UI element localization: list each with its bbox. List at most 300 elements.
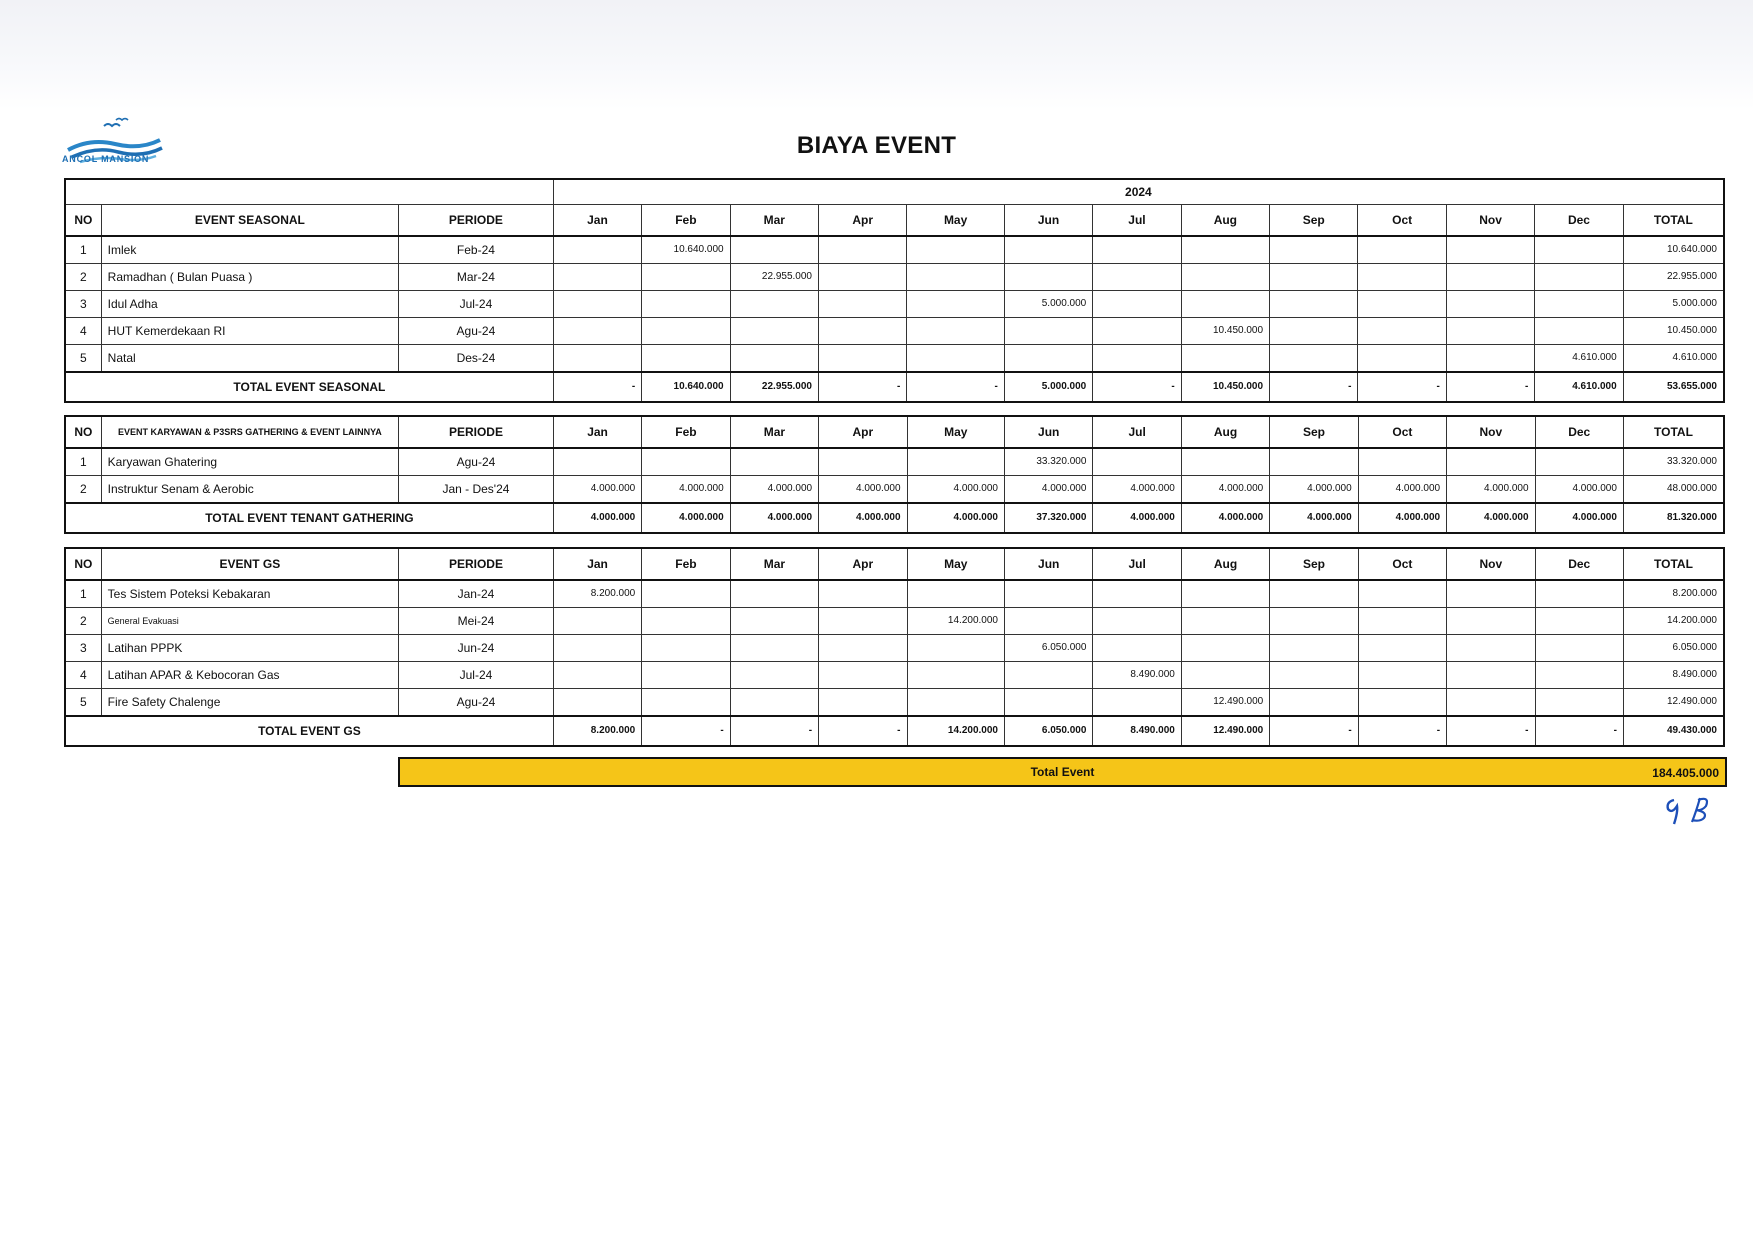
row-periode: Agu-24: [399, 689, 554, 717]
row-event-name: General Evakuasi: [101, 608, 398, 635]
header-month-jul: Jul: [1093, 205, 1181, 237]
section-total-dec: 4.610.000: [1535, 372, 1623, 402]
header-event: EVENT GS: [101, 548, 398, 580]
row-value-jun: 33.320.000: [1004, 448, 1092, 476]
row-value-oct: 4.000.000: [1358, 476, 1446, 504]
row-value-nov: [1447, 635, 1535, 662]
row-value-jan: [553, 689, 641, 717]
row-value-oct: [1358, 662, 1446, 689]
row-value-sep: [1270, 689, 1358, 717]
section-total-nov: 4.000.000: [1447, 503, 1535, 533]
row-value-jul: [1093, 318, 1181, 345]
section-total-label: TOTAL EVENT GS: [65, 716, 553, 746]
row-value-mar: 4.000.000: [730, 476, 818, 504]
row-no: 4: [65, 662, 101, 689]
row-value-apr: [818, 264, 906, 291]
row-value-may: [907, 236, 1004, 264]
row-value-sep: [1270, 264, 1358, 291]
row-value-mar: [730, 580, 818, 608]
total-event-bar: [398, 757, 1727, 787]
row-value-jun: 6.050.000: [1004, 635, 1092, 662]
row-value-may: [907, 264, 1004, 291]
section-total-jun: 5.000.000: [1004, 372, 1092, 402]
header-month-jul: Jul: [1093, 548, 1181, 580]
row-no: 3: [65, 635, 101, 662]
row-value-oct: [1358, 345, 1446, 373]
year-blank-cell: [65, 179, 553, 205]
section-total-apr: -: [818, 372, 906, 402]
section-total-nov: -: [1446, 372, 1534, 402]
row-value-feb: 4.000.000: [642, 476, 730, 504]
row-value-mar: [730, 689, 818, 717]
row-no: 5: [65, 689, 101, 717]
row-value-apr: [819, 580, 907, 608]
row-no: 1: [65, 580, 101, 608]
row-value-nov: 4.000.000: [1447, 476, 1535, 504]
row-value-dec: [1535, 291, 1623, 318]
row-event-name: Natal: [101, 345, 398, 373]
header-month-mar: Mar: [730, 205, 818, 237]
section-total-jun: 6.050.000: [1004, 716, 1092, 746]
row-value-feb: [642, 345, 730, 373]
row-value-apr: [818, 236, 906, 264]
total-event-value: 184.405.000: [1652, 766, 1719, 780]
table-row: [65, 264, 1724, 291]
row-total: 8.490.000: [1623, 662, 1724, 689]
row-no: 5: [65, 345, 101, 373]
row-value-may: [907, 291, 1004, 318]
section-total-sep: -: [1270, 372, 1358, 402]
row-value-sep: [1270, 236, 1358, 264]
row-value-feb: [642, 318, 730, 345]
table-row: [65, 291, 1724, 318]
section-total-may: -: [907, 372, 1004, 402]
row-event-name: Karyawan Ghatering: [101, 448, 398, 476]
row-periode: Agu-24: [399, 318, 554, 345]
section-grand-total: 53.655.000: [1623, 372, 1724, 402]
row-event-name: Idul Adha: [101, 291, 398, 318]
row-event-name: Latihan PPPK: [101, 635, 398, 662]
row-value-mar: [730, 236, 818, 264]
section-total-apr: 4.000.000: [819, 503, 907, 533]
table-row: [65, 448, 1724, 476]
row-value-nov: [1447, 448, 1535, 476]
section-total-dec: 4.000.000: [1535, 503, 1623, 533]
row-value-aug: [1181, 608, 1269, 635]
row-value-jun: [1004, 608, 1092, 635]
section-total-feb: 10.640.000: [642, 372, 730, 402]
row-value-nov: [1446, 291, 1534, 318]
row-total: 8.200.000: [1623, 580, 1724, 608]
row-value-nov: [1447, 689, 1535, 717]
row-value-dec: [1535, 264, 1623, 291]
row-value-aug: 10.450.000: [1181, 318, 1269, 345]
row-periode: Des-24: [399, 345, 554, 373]
row-value-jun: [1004, 662, 1092, 689]
row-value-mar: [730, 345, 818, 373]
row-value-jul: 8.490.000: [1093, 662, 1181, 689]
header-month-nov: Nov: [1447, 416, 1535, 448]
row-value-aug: 4.000.000: [1181, 476, 1269, 504]
row-value-may: [907, 580, 1004, 608]
row-value-jul: [1093, 345, 1181, 373]
row-value-nov: [1446, 264, 1534, 291]
row-value-jun: [1004, 264, 1092, 291]
row-value-jun: 5.000.000: [1004, 291, 1092, 318]
row-periode: Feb-24: [399, 236, 554, 264]
row-total: 12.490.000: [1623, 689, 1724, 717]
row-value-jan: 4.000.000: [553, 476, 641, 504]
section-total-jul: -: [1093, 372, 1181, 402]
header-month-dec: Dec: [1535, 548, 1623, 580]
row-value-apr: 4.000.000: [819, 476, 907, 504]
row-total: 10.640.000: [1623, 236, 1724, 264]
row-total: 4.610.000: [1623, 345, 1724, 373]
row-periode: Mei-24: [399, 608, 554, 635]
row-value-may: [907, 662, 1004, 689]
row-value-nov: [1447, 580, 1535, 608]
row-value-sep: [1270, 291, 1358, 318]
row-value-oct: [1358, 635, 1446, 662]
row-value-dec: [1535, 318, 1623, 345]
row-value-feb: 10.640.000: [642, 236, 730, 264]
header-month-oct: Oct: [1358, 205, 1446, 237]
budget-table-3: [64, 547, 1725, 747]
row-value-mar: [730, 448, 818, 476]
row-periode: Mar-24: [399, 264, 554, 291]
section-total-sep: -: [1270, 716, 1358, 746]
row-event-name: Instruktur Senam & Aerobic: [101, 476, 398, 504]
row-periode: Jul-24: [399, 291, 554, 318]
table-row: [65, 635, 1724, 662]
header-month-jul: Jul: [1093, 416, 1181, 448]
header-month-sep: Sep: [1270, 416, 1358, 448]
row-value-jul: [1093, 580, 1181, 608]
row-value-dec: [1535, 662, 1623, 689]
section-total-row: [65, 716, 1724, 746]
header-no: NO: [65, 416, 101, 448]
header-month-oct: Oct: [1358, 416, 1446, 448]
header-month-feb: Feb: [642, 548, 730, 580]
header-month-may: May: [907, 548, 1004, 580]
row-value-may: [907, 448, 1004, 476]
row-value-aug: 12.490.000: [1181, 689, 1269, 717]
row-value-mar: [730, 291, 818, 318]
row-value-dec: [1535, 448, 1623, 476]
header-month-may: May: [907, 205, 1004, 237]
row-value-aug: [1181, 662, 1269, 689]
section-total-jan: 4.000.000: [553, 503, 641, 533]
row-total: 14.200.000: [1623, 608, 1724, 635]
section-total-aug: 4.000.000: [1181, 503, 1269, 533]
row-value-apr: [819, 662, 907, 689]
row-value-nov: [1446, 345, 1534, 373]
row-value-sep: [1270, 608, 1358, 635]
section-total-jan: 8.200.000: [553, 716, 641, 746]
row-value-dec: [1535, 236, 1623, 264]
row-value-jul: [1093, 236, 1181, 264]
row-value-jul: [1093, 264, 1181, 291]
row-value-jul: [1093, 291, 1181, 318]
row-value-sep: [1270, 318, 1358, 345]
row-value-may: [907, 345, 1004, 373]
row-value-apr: [818, 291, 906, 318]
row-value-apr: [819, 635, 907, 662]
header-no: NO: [65, 205, 101, 237]
row-value-feb: [642, 291, 730, 318]
header-month-aug: Aug: [1181, 205, 1269, 237]
row-value-may: 4.000.000: [907, 476, 1004, 504]
row-value-jun: [1004, 318, 1092, 345]
row-value-apr: [818, 318, 906, 345]
row-total: 48.000.000: [1623, 476, 1724, 504]
header-month-nov: Nov: [1447, 548, 1535, 580]
row-value-nov: [1447, 662, 1535, 689]
row-value-feb: [642, 580, 730, 608]
header-month-jan: Jan: [553, 548, 641, 580]
row-value-jan: [553, 318, 641, 345]
row-total: 33.320.000: [1623, 448, 1724, 476]
row-value-oct: [1358, 689, 1446, 717]
row-value-sep: [1270, 580, 1358, 608]
row-value-may: [907, 689, 1004, 717]
section-total-apr: -: [819, 716, 907, 746]
row-value-feb: [642, 662, 730, 689]
row-periode: Jan - Des'24: [399, 476, 554, 504]
header-month-mar: Mar: [730, 416, 818, 448]
row-value-apr: [818, 345, 906, 373]
section-total-mar: -: [730, 716, 818, 746]
row-total: 5.000.000: [1623, 291, 1724, 318]
section-total-label: TOTAL EVENT SEASONAL: [65, 372, 553, 402]
row-value-jul: [1093, 635, 1181, 662]
header-month-dec: Dec: [1535, 205, 1623, 237]
row-value-oct: [1358, 448, 1446, 476]
row-value-jan: [553, 662, 641, 689]
header-month-sep: Sep: [1270, 548, 1358, 580]
header-periode: PERIODE: [399, 416, 554, 448]
row-no: 4: [65, 318, 101, 345]
row-value-jan: [553, 635, 641, 662]
row-value-nov: [1446, 236, 1534, 264]
table-row: [65, 662, 1724, 689]
section-total-feb: -: [642, 716, 730, 746]
table-row: [65, 608, 1724, 635]
table-row: [65, 345, 1724, 373]
row-value-jun: [1004, 236, 1092, 264]
header-month-apr: Apr: [818, 205, 906, 237]
row-value-jan: [553, 264, 641, 291]
table-row: [65, 318, 1724, 345]
section-total-may: 4.000.000: [907, 503, 1004, 533]
section-total-aug: 12.490.000: [1181, 716, 1269, 746]
row-value-mar: [730, 635, 818, 662]
row-value-oct: [1358, 608, 1446, 635]
header-month-dec: Dec: [1535, 416, 1623, 448]
table-row: [65, 236, 1724, 264]
row-value-nov: [1446, 318, 1534, 345]
row-periode: Agu-24: [399, 448, 554, 476]
row-value-aug: [1181, 291, 1269, 318]
row-value-jan: [553, 236, 641, 264]
row-value-dec: [1535, 608, 1623, 635]
row-value-aug: [1181, 345, 1269, 373]
header-month-may: May: [907, 416, 1004, 448]
header-no: NO: [65, 548, 101, 580]
section-grand-total: 49.430.000: [1623, 716, 1724, 746]
budget-table-2: [64, 415, 1725, 534]
row-event-name: Imlek: [101, 236, 398, 264]
row-no: 2: [65, 608, 101, 635]
row-event-name: Ramadhan ( Bulan Puasa ): [101, 264, 398, 291]
section-total-may: 14.200.000: [907, 716, 1004, 746]
row-value-jun: [1004, 345, 1092, 373]
section-total-jul: 4.000.000: [1093, 503, 1181, 533]
row-periode: Jun-24: [399, 635, 554, 662]
row-value-oct: [1358, 264, 1446, 291]
row-event-name: Tes Sistem Poteksi Kebakaran: [101, 580, 398, 608]
section-total-jun: 37.320.000: [1004, 503, 1092, 533]
header-event: EVENT KARYAWAN & P3SRS GATHERING & EVENT LAINNYA: [101, 416, 398, 448]
row-no: 3: [65, 291, 101, 318]
row-value-sep: [1270, 662, 1358, 689]
row-no: 1: [65, 236, 101, 264]
row-periode: Jan-24: [399, 580, 554, 608]
row-value-may: 14.200.000: [907, 608, 1004, 635]
row-value-jan: 8.200.000: [553, 580, 641, 608]
row-value-sep: [1270, 345, 1358, 373]
row-no: 2: [65, 476, 101, 504]
total-event-label: Total Event: [1030, 765, 1095, 779]
page-title: BIAYA EVENT: [796, 132, 957, 159]
row-value-dec: [1535, 635, 1623, 662]
header-month-jun: Jun: [1004, 205, 1092, 237]
row-value-aug: [1181, 236, 1269, 264]
row-value-jan: [553, 291, 641, 318]
header-total: TOTAL: [1623, 548, 1724, 580]
logo-text: ANCOL MANSION: [62, 154, 150, 164]
row-value-mar: [730, 608, 818, 635]
row-value-jul: [1093, 608, 1181, 635]
row-no: 2: [65, 264, 101, 291]
row-event-name: HUT Kemerdekaan RI: [101, 318, 398, 345]
row-value-mar: 22.955.000: [730, 264, 818, 291]
row-value-aug: [1181, 580, 1269, 608]
row-value-nov: [1447, 608, 1535, 635]
section-total-dec: -: [1535, 716, 1623, 746]
row-value-oct: [1358, 580, 1446, 608]
row-value-may: [907, 318, 1004, 345]
row-periode: Jul-24: [399, 662, 554, 689]
row-value-feb: [642, 448, 730, 476]
row-total: 22.955.000: [1623, 264, 1724, 291]
row-value-feb: [642, 689, 730, 717]
row-value-dec: 4.610.000: [1535, 345, 1623, 373]
row-total: 10.450.000: [1623, 318, 1724, 345]
row-value-mar: [730, 318, 818, 345]
section-total-oct: -: [1358, 716, 1446, 746]
row-value-aug: [1181, 264, 1269, 291]
row-no: 1: [65, 448, 101, 476]
header-month-jan: Jan: [553, 416, 641, 448]
row-value-jun: [1004, 689, 1092, 717]
row-value-may: [907, 635, 1004, 662]
section-total-sep: 4.000.000: [1270, 503, 1358, 533]
header-total: TOTAL: [1623, 416, 1724, 448]
row-value-jan: [553, 345, 641, 373]
row-value-jul: [1093, 689, 1181, 717]
scan-shadow: [0, 0, 1753, 110]
row-total: 6.050.000: [1623, 635, 1724, 662]
row-value-jun: [1004, 580, 1092, 608]
header-event: EVENT SEASONAL: [101, 205, 398, 237]
table-row: [65, 476, 1724, 504]
header-month-aug: Aug: [1181, 416, 1269, 448]
row-value-dec: 4.000.000: [1535, 476, 1623, 504]
header-month-jun: Jun: [1004, 416, 1092, 448]
row-value-sep: [1270, 635, 1358, 662]
row-value-oct: [1358, 318, 1446, 345]
header-periode: PERIODE: [399, 205, 554, 237]
row-value-apr: [819, 608, 907, 635]
header-month-feb: Feb: [642, 205, 730, 237]
section-total-aug: 10.450.000: [1181, 372, 1269, 402]
row-value-sep: 4.000.000: [1270, 476, 1358, 504]
row-value-dec: [1535, 580, 1623, 608]
row-event-name: Fire Safety Chalenge: [101, 689, 398, 717]
row-value-dec: [1535, 689, 1623, 717]
row-value-feb: [642, 635, 730, 662]
section-total-label: TOTAL EVENT TENANT GATHERING: [65, 503, 553, 533]
section-total-mar: 22.955.000: [730, 372, 818, 402]
header-month-jan: Jan: [553, 205, 641, 237]
year-header: 2024: [553, 179, 1724, 205]
section-total-row: [65, 372, 1724, 402]
section-total-oct: -: [1358, 372, 1446, 402]
section-total-jan: -: [553, 372, 641, 402]
table-row: [65, 689, 1724, 717]
header-periode: PERIODE: [399, 548, 554, 580]
budget-table-1: [64, 178, 1725, 403]
row-value-oct: [1358, 236, 1446, 264]
row-value-feb: [642, 264, 730, 291]
header-month-apr: Apr: [819, 548, 907, 580]
row-value-sep: [1270, 448, 1358, 476]
row-value-apr: [819, 448, 907, 476]
header-month-apr: Apr: [819, 416, 907, 448]
row-value-jul: 4.000.000: [1093, 476, 1181, 504]
row-value-apr: [819, 689, 907, 717]
section-total-row: [65, 503, 1724, 533]
row-value-feb: [642, 608, 730, 635]
section-total-mar: 4.000.000: [730, 503, 818, 533]
row-value-jul: [1093, 448, 1181, 476]
section-total-feb: 4.000.000: [642, 503, 730, 533]
section-total-nov: -: [1447, 716, 1535, 746]
row-value-jan: [553, 448, 641, 476]
header-month-nov: Nov: [1446, 205, 1534, 237]
section-total-oct: 4.000.000: [1358, 503, 1446, 533]
header-total: TOTAL: [1623, 205, 1724, 237]
header-month-feb: Feb: [642, 416, 730, 448]
section-grand-total: 81.320.000: [1623, 503, 1724, 533]
row-value-jan: [553, 608, 641, 635]
section-total-jul: 8.490.000: [1093, 716, 1181, 746]
row-event-name: Latihan APAR & Kebocoran Gas: [101, 662, 398, 689]
row-value-aug: [1181, 448, 1269, 476]
header-month-sep: Sep: [1270, 205, 1358, 237]
row-value-jun: 4.000.000: [1004, 476, 1092, 504]
